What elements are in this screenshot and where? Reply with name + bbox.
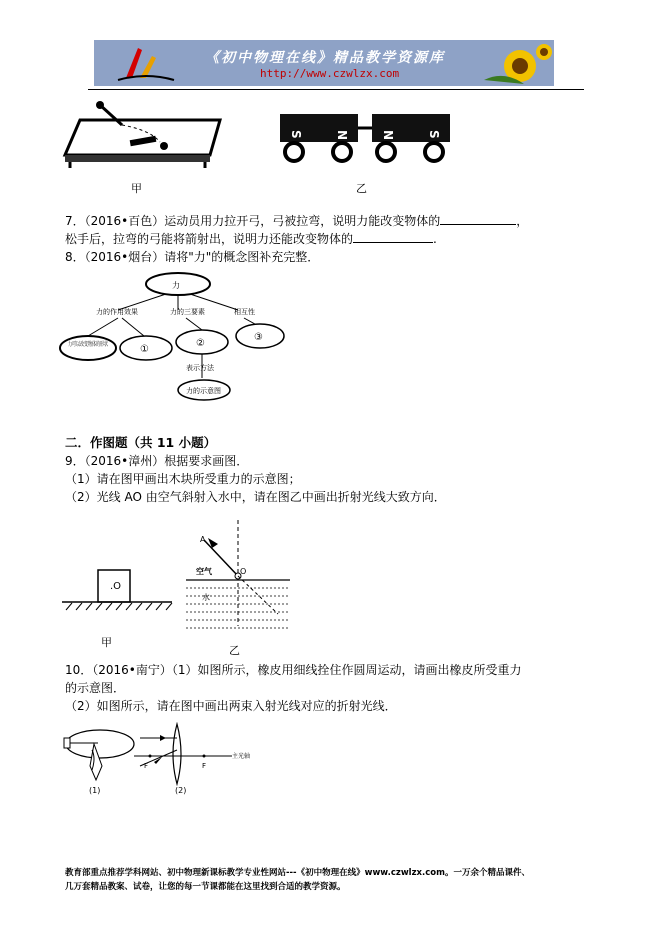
point-o-label: O xyxy=(240,567,247,576)
lens-figure xyxy=(132,722,272,786)
concept-node-2: ② xyxy=(196,338,205,349)
q7-line2: 松手后，拉弯的弓能将箭射出，说明力还能改变物体的 . xyxy=(65,232,437,246)
q9-line2: （1）请在图甲画出木块所受重力的示意图； xyxy=(65,472,301,486)
sunflower-icon xyxy=(484,40,554,86)
fig10-caption-2: (2) xyxy=(175,786,187,795)
concept-branch-effect: 力的作用效果 xyxy=(96,308,138,316)
fig9-caption-yi: 乙 xyxy=(229,644,240,657)
q9-line3: （2）光线 AO 由空气斜射入水中，请在图乙中画出折射光线大致方向． xyxy=(65,490,446,504)
footer-line1: 教育部重点推荐学科网站、初中物理新课标教学专业性网站---《初中物理在线》www.czwlzx.com。一万余个精品课件、 xyxy=(65,868,530,878)
banner-url: http://www.czwlzx.com xyxy=(260,67,400,80)
concept-method-box: 力的示意图 xyxy=(186,387,221,395)
circular-motion-figure xyxy=(62,726,138,786)
footer-line2: 几万套精品教案、试卷，让您的每一节课都能在这里找到合适的教学资源。 xyxy=(65,882,346,892)
magnet-label-3: N xyxy=(381,130,395,141)
focus-right-label: F xyxy=(202,762,207,770)
water-label: 水 xyxy=(202,593,210,602)
concept-method-label: 表示方法 xyxy=(186,364,214,372)
q10-line3: （2）如图所示，请在图中画出两束入射光线对应的折射光线． xyxy=(65,699,397,713)
point-a-label: A xyxy=(200,535,206,544)
section-heading: 二．作图题（共 11 小题） xyxy=(65,435,217,450)
magnet-carts-figure xyxy=(278,108,458,166)
q7-line1: 7．（2016•百色）运动员用力拉开弓，弓被拉弯，说明力能改变物体的 ， xyxy=(65,214,529,228)
magnet-label-1: S xyxy=(289,130,303,139)
q10-line1: 10．（2016•南宁）（1）如图所示，橡皮用细线拴住作圆周运动，请画出橡皮所受重力 xyxy=(65,663,522,677)
logo-icon xyxy=(96,42,196,84)
fig10-caption-1: (1) xyxy=(89,786,101,795)
q9-line1: 9．（2016•漳州）根据要求画图． xyxy=(65,454,249,468)
block-center-label: .O xyxy=(110,581,122,592)
magnet-label-2: N xyxy=(335,130,349,141)
refraction-figure xyxy=(182,518,294,630)
fig-caption-yi: 乙 xyxy=(356,182,367,195)
q8-line1: 8．（2016•烟台）请将"力"的概念图补充完整． xyxy=(65,250,320,264)
concept-branch-three: 力的三要素 xyxy=(170,308,205,316)
concept-map xyxy=(58,270,298,410)
apparatus-figure xyxy=(60,100,230,170)
header-rule xyxy=(88,89,584,90)
air-label: 空气 xyxy=(196,567,212,576)
concept-node-left: 力可以改变物体的形状 xyxy=(68,341,129,348)
fig-caption-jia: 甲 xyxy=(131,182,142,195)
concept-branch-mutual: 相互性 xyxy=(234,308,255,316)
block-figure xyxy=(62,566,174,612)
concept-node-3: ③ xyxy=(254,332,263,343)
concept-root: 力 xyxy=(172,281,180,290)
q10-line2: 的示意图． xyxy=(65,681,126,695)
main-axis-label: 主光轴 xyxy=(232,753,251,760)
focus-left-label: F xyxy=(144,762,149,770)
magnet-label-4: S xyxy=(427,130,441,139)
fig9-caption-jia: 甲 xyxy=(101,636,112,649)
banner-title: 《初中物理在线》精品教学资源库 xyxy=(205,50,445,66)
concept-node-1: ① xyxy=(140,344,149,355)
